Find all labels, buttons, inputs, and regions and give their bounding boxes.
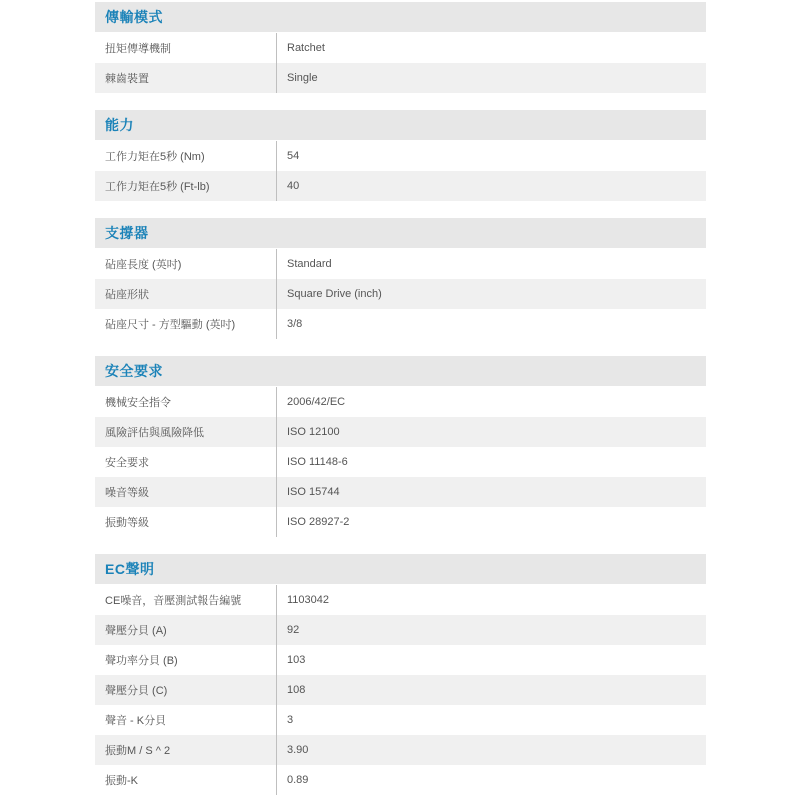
section-rows: [95, 387, 706, 537]
section-title: 安全要求: [105, 363, 163, 379]
spec-label: 機械安全指令: [95, 387, 277, 417]
spec-label: 振動等級: [95, 507, 277, 537]
spec-label: 砧座尺寸 - 方型驅動 (英吋): [95, 309, 277, 339]
spec-value: 108: [287, 684, 306, 696]
spec-label: CE噪音，音壓測試報告編號: [95, 585, 277, 615]
section-header: [95, 554, 706, 584]
spec-value: ISO 12100: [287, 426, 340, 438]
spec-row: [95, 249, 706, 279]
section-header: [95, 356, 706, 386]
spec-value: 92: [287, 624, 300, 636]
spec-label: 振動M / S ^ 2: [95, 735, 277, 765]
section-rows: [95, 249, 706, 339]
spec-row: [95, 417, 706, 447]
spec-label: 工作力矩在5秒 (Ft-lb): [95, 171, 277, 201]
spec-label: 聲功率分貝 (B): [95, 645, 277, 675]
spec-label: 噪音等級: [95, 477, 277, 507]
spec-value: Single: [287, 72, 318, 84]
spec-value: 103: [287, 654, 306, 666]
spec-value: ISO 11148-6: [287, 456, 348, 468]
spec-value: 1103042: [287, 594, 330, 606]
spec-value: Standard: [287, 258, 332, 270]
spec-row: [95, 279, 706, 309]
spec-row: [95, 615, 706, 645]
spec-section: [95, 2, 706, 93]
spec-label: 棘齒裝置: [95, 63, 277, 93]
spec-label: 工作力矩在5秒 (Nm): [95, 141, 277, 171]
section-rows: [95, 33, 706, 93]
section-header: [95, 218, 706, 248]
spec-value: 2006/42/EC: [287, 396, 346, 408]
spec-label: 聲壓分貝 (C): [95, 675, 277, 705]
section-rows: [95, 141, 706, 201]
spec-value: 3.90: [287, 744, 309, 756]
spec-section: [95, 554, 706, 795]
spec-value: Ratchet: [287, 42, 325, 54]
spec-row: [95, 645, 706, 675]
spec-row: [95, 309, 706, 339]
spec-value: 0.89: [287, 774, 309, 786]
spec-label: 聲壓分貝 (A): [95, 615, 277, 645]
spec-row: [95, 675, 706, 705]
spec-row: [95, 171, 706, 201]
section-title: 傳輸模式: [105, 9, 163, 25]
section-title: 支撐器: [105, 225, 149, 241]
section-title: EC聲明: [105, 561, 155, 577]
spec-label: 砧座長度 (英吋): [95, 249, 277, 279]
spec-row: [95, 141, 706, 171]
section-header: [95, 110, 706, 140]
spec-label: 安全要求: [95, 447, 277, 477]
spec-label: 扭矩傳導機制: [95, 33, 277, 63]
section-header: [95, 2, 706, 32]
spec-label: 風險評估與風險降低: [95, 417, 277, 447]
spec-row: [95, 705, 706, 735]
spec-row: [95, 63, 706, 93]
section-rows: [95, 585, 706, 795]
spec-section: [95, 218, 706, 339]
section-title: 能力: [105, 117, 134, 133]
spec-row: [95, 447, 706, 477]
spec-row: [95, 387, 706, 417]
spec-row: [95, 735, 706, 765]
spec-value: ISO 15744: [287, 486, 340, 498]
spec-row: [95, 765, 706, 795]
spec-value: 3: [287, 714, 294, 726]
spec-label: 振動-K: [95, 765, 277, 795]
spec-section: [95, 356, 706, 537]
spec-value: ISO 28927-2: [287, 516, 350, 528]
spec-row: [95, 33, 706, 63]
spec-value: 40: [287, 180, 300, 192]
spec-label: 聲音 - K分貝: [95, 705, 277, 735]
spec-row: [95, 477, 706, 507]
spec-row: [95, 507, 706, 537]
spec-table: [95, 2, 706, 812]
spec-label: 砧座形狀: [95, 279, 277, 309]
spec-value: 3/8: [287, 318, 303, 330]
spec-section: [95, 110, 706, 201]
spec-value: Square Drive (inch): [287, 288, 382, 300]
spec-row: [95, 585, 706, 615]
spec-value: 54: [287, 150, 300, 162]
